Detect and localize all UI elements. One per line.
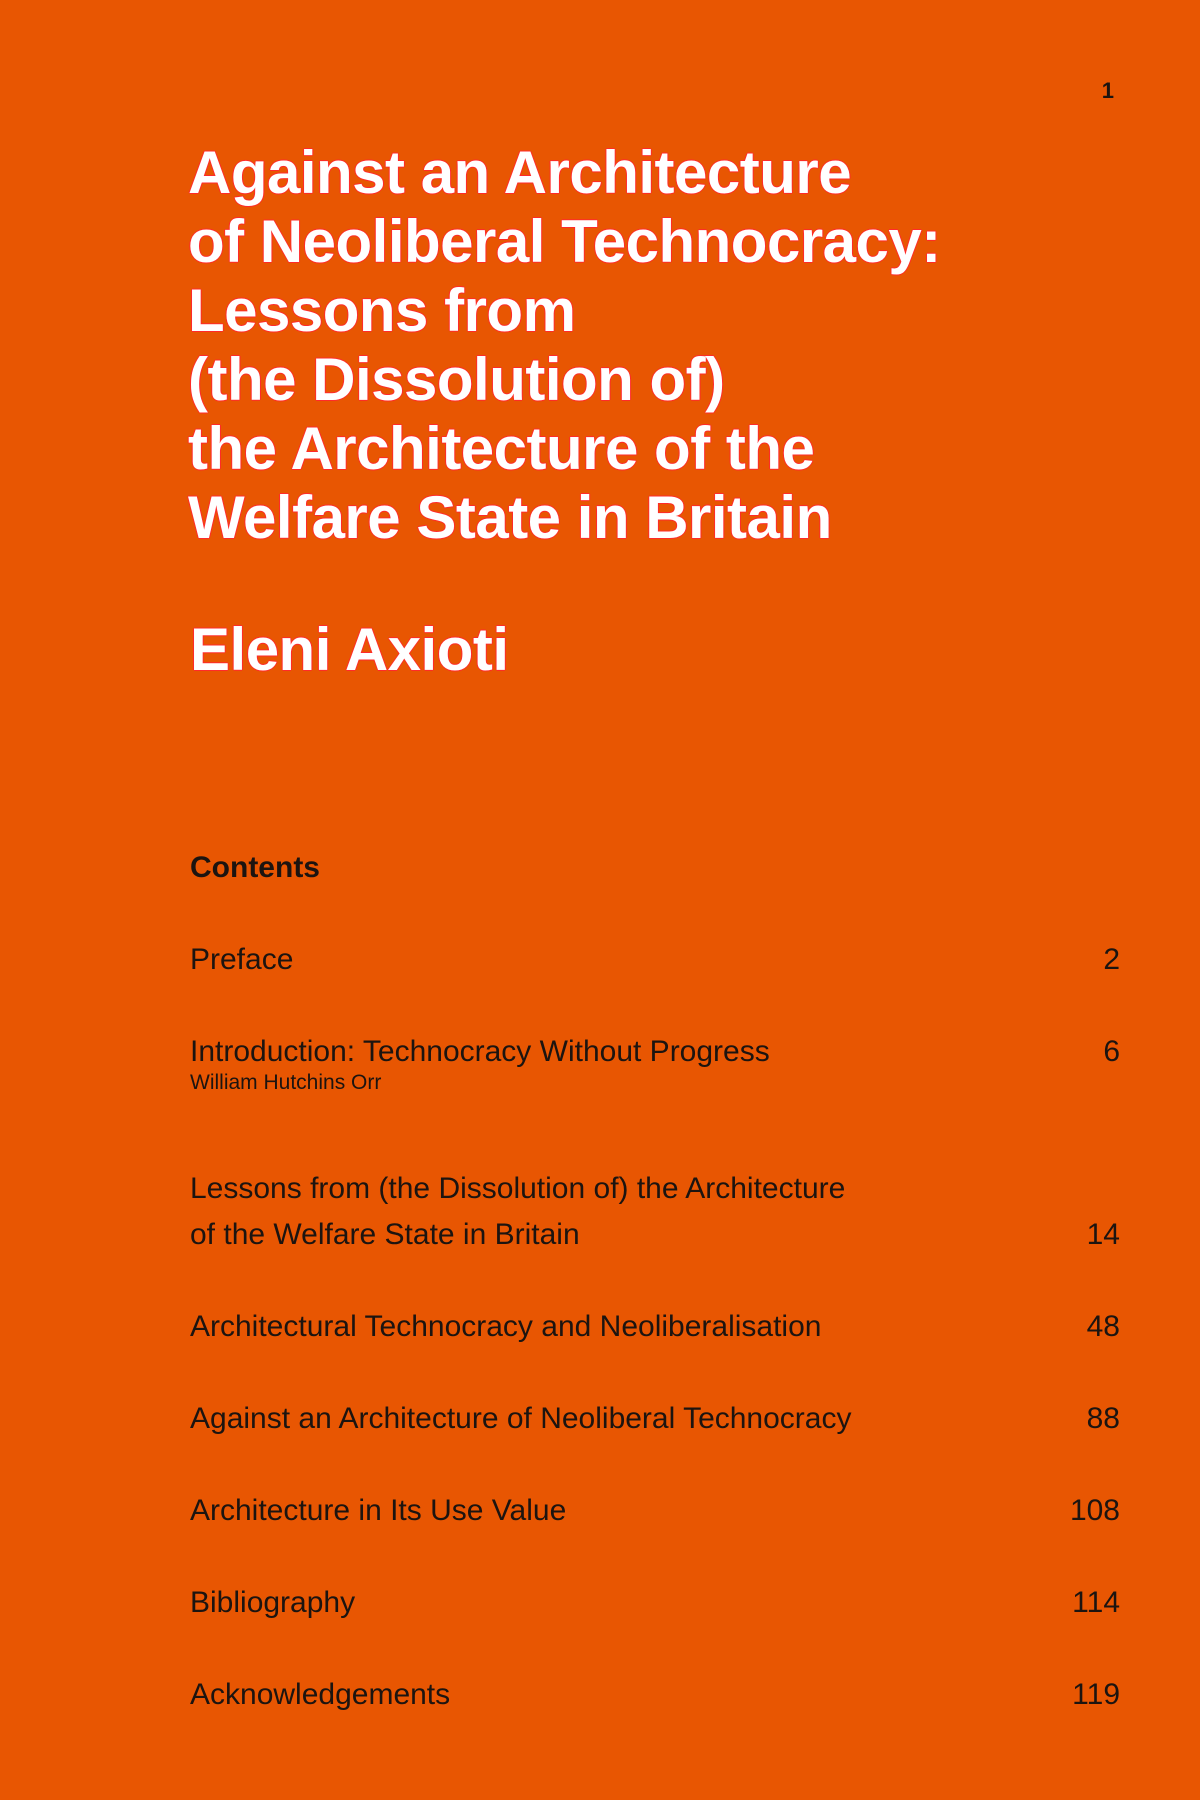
toc-entry-title-line: of the Welfare State in Britain	[190, 1218, 580, 1251]
toc-entry-page: 88	[1086, 1402, 1120, 1435]
book-title-line: Lessons from	[188, 277, 576, 344]
toc-entry-title	[190, 1304, 990, 1350]
toc-entry-title-line: Bibliography	[190, 1586, 356, 1619]
toc-entry-title	[190, 1488, 990, 1534]
author-name: Eleni Axioti	[190, 616, 509, 683]
page-number: 1	[1101, 78, 1114, 103]
toc-entry-title-line: Preface	[190, 943, 294, 976]
book-title-line: of Neoliberal Technocracy:	[188, 208, 941, 275]
toc-entry-title-line: Acknowledgements	[190, 1678, 451, 1711]
toc-entry-page: 6	[1103, 1035, 1120, 1068]
contents-heading: Contents	[190, 851, 320, 884]
toc-entry-architectural-technocracy	[190, 1304, 1120, 1350]
toc-entry-lessons	[190, 1166, 1120, 1258]
book-title	[188, 138, 1088, 552]
toc-entry-subtitle: William Hutchins Orr	[190, 1071, 382, 1094]
toc-entry-title-line: Architecture in Its Use Value	[190, 1494, 567, 1527]
toc-entry-bibliography	[190, 1580, 1120, 1626]
book-title-line: Welfare State in Britain	[188, 484, 832, 551]
toc-entry-title-line: Architectural Technocracy and Neoliberalisation	[190, 1310, 822, 1343]
toc-entry-title-line: Lessons from (the Dissolution of) the Architecture	[190, 1172, 846, 1205]
toc-entry-page: 114	[1072, 1586, 1120, 1619]
toc-entry-title	[190, 1029, 990, 1095]
toc-entry-acknowledgements	[190, 1672, 1120, 1718]
toc-entry-title-line: Introduction: Technocracy Without Progress	[190, 1035, 770, 1068]
toc-entry-title	[190, 1672, 990, 1718]
book-title-line: the Architecture of the	[188, 415, 815, 482]
toc-entry-against-architecture	[190, 1396, 1120, 1442]
toc-entry-page: 14	[1086, 1218, 1120, 1251]
toc-entry-page: 2	[1103, 943, 1120, 976]
toc-entry-use-value	[190, 1488, 1120, 1534]
toc-entry-introduction	[190, 1029, 1120, 1095]
toc-entry-page: 108	[1069, 1494, 1120, 1527]
toc-entry-title	[190, 1580, 990, 1626]
book-title-line: (the Dissolution of)	[188, 346, 725, 413]
book-title-line: Against an Architecture	[188, 139, 852, 206]
toc-entry-title	[190, 1166, 990, 1258]
toc-entry-page: 119	[1072, 1678, 1120, 1711]
toc-entry-page: 48	[1086, 1310, 1120, 1343]
toc-entry-title-line: Against an Architecture of Neoliberal Technocracy	[190, 1402, 852, 1435]
toc-entry-title	[190, 937, 990, 983]
toc-entry-title	[190, 1396, 990, 1442]
toc-entry-preface	[190, 937, 1120, 983]
